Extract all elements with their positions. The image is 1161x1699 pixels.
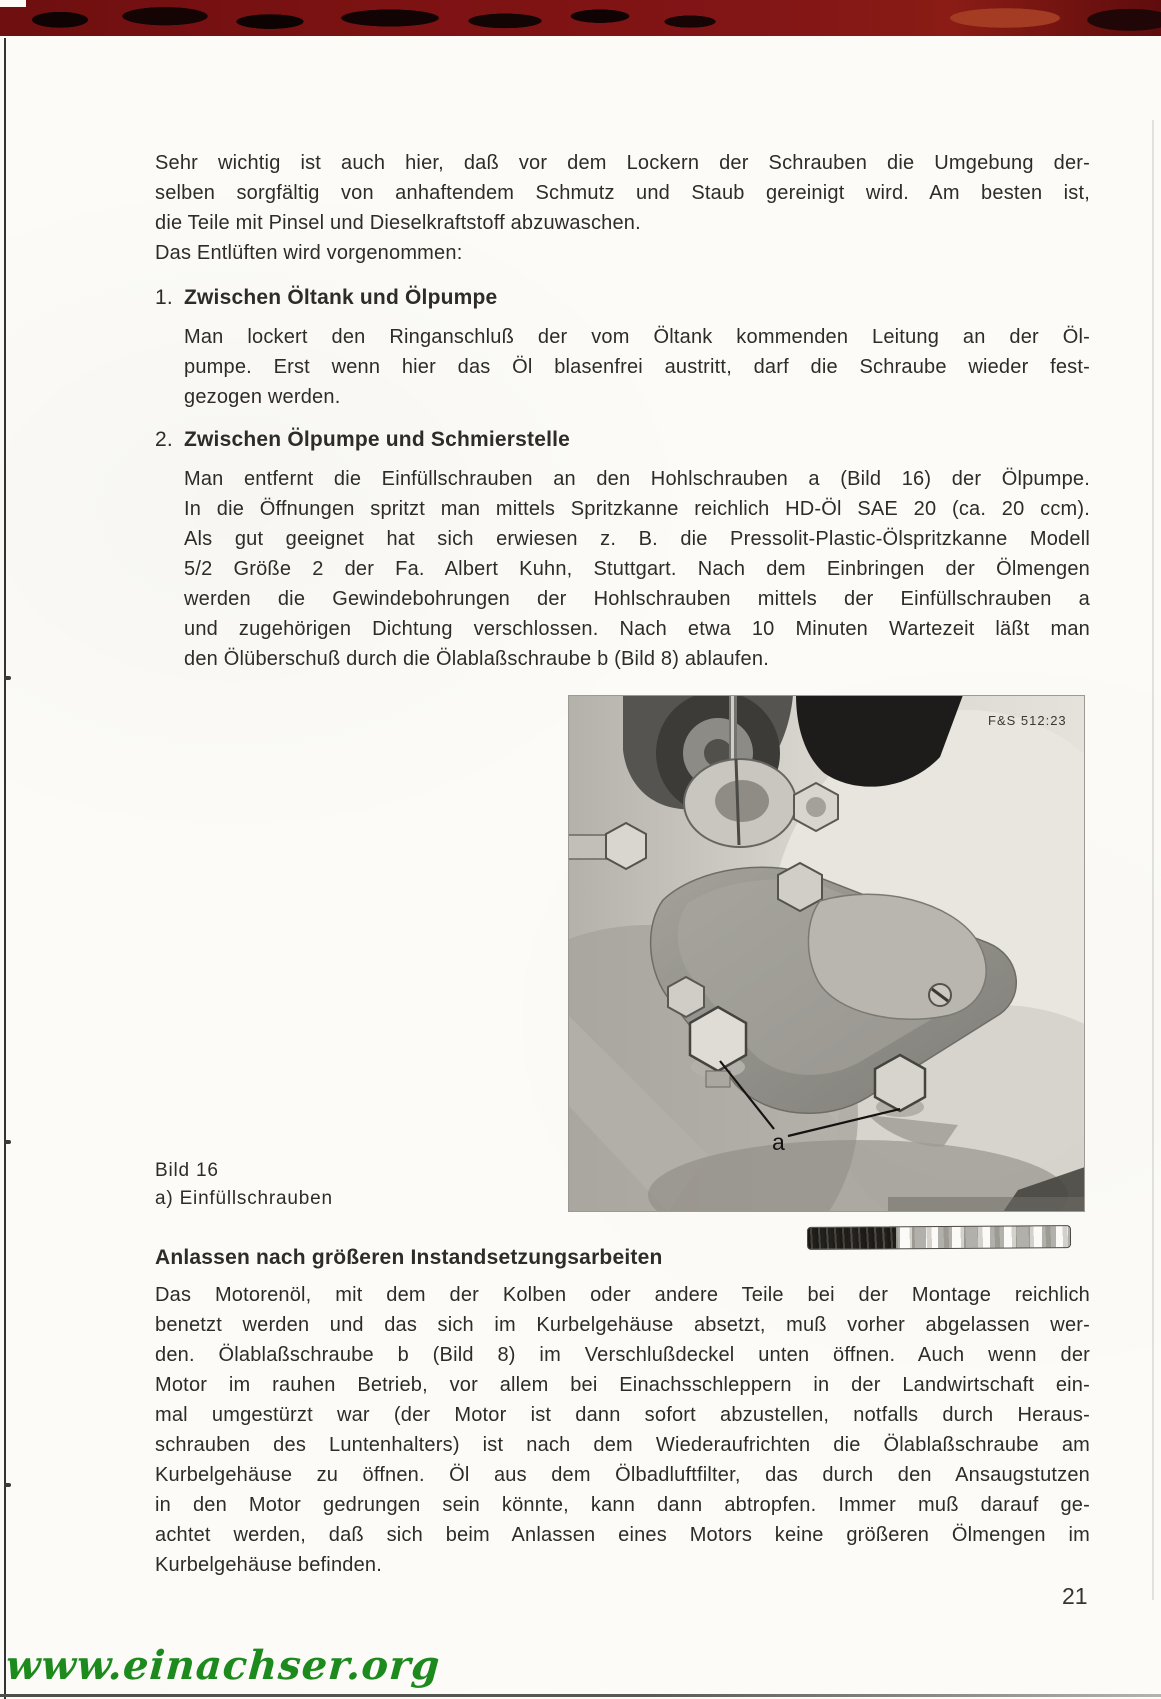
text-line: Das Entlüften wird vorgenommen: bbox=[155, 242, 463, 264]
text-line: gezogen werden. bbox=[184, 386, 341, 408]
scan-edge-top-notch bbox=[0, 0, 26, 7]
figure-photo-oil-pump bbox=[568, 695, 1085, 1212]
redacted-stamp-scribble bbox=[807, 1225, 1071, 1250]
scan-edge-bottom-line bbox=[0, 1694, 1161, 1697]
photo-id-label: F&S 512:23 bbox=[988, 713, 1067, 728]
oil-pump-photo-illustration bbox=[568, 695, 1085, 1212]
section2-title: Zwischen Ölpumpe und Schmierstelle bbox=[184, 428, 571, 451]
section1-paragraph bbox=[184, 322, 1090, 412]
scan-edge-left-line bbox=[4, 38, 6, 1699]
section1-title: Zwischen Öltank und Ölpumpe bbox=[184, 286, 498, 309]
text-line: schrauben des Luntenhalters) ist nach dem Wiederaufrichten die Ölablaßschraube am bbox=[155, 1434, 1090, 1456]
website-watermark: www.einachser.org bbox=[4, 1642, 442, 1689]
text-line: Das Motorenöl, mit dem der Kolben oder andere Teile bei der Montage reichlich bbox=[155, 1284, 1090, 1306]
section1-heading bbox=[155, 286, 497, 310]
scan-speck bbox=[4, 1140, 11, 1144]
text-line: Man entfernt die Einfüllschrauben an den Hohlschrauben a (Bild 16) der Ölpumpe. bbox=[184, 468, 1090, 490]
figure-caption-number: Bild 16 bbox=[155, 1160, 219, 1181]
section3-paragraph bbox=[155, 1280, 1090, 1580]
section1-number: 1. bbox=[155, 286, 173, 309]
text-line: pumpe. Erst wenn hier das Öl blasenfrei austritt, darf die Schraube wieder fest- bbox=[184, 356, 1090, 378]
text-line: in den Motor gedrungen sein könnte, kann dann abtropfen. Immer muß darauf ge- bbox=[155, 1494, 1090, 1516]
intro-paragraph bbox=[155, 148, 1090, 268]
text-line: den. Ölablaßschraube b (Bild 8) im Verschlußdeckel unten öffnen. Auch wenn der bbox=[155, 1344, 1090, 1366]
text-line: achtet werden, daß sich beim Anlassen eines Motors keine größeren Ölmengen im bbox=[155, 1524, 1090, 1546]
section2-number: 2. bbox=[155, 428, 173, 451]
text-line: und zugehörigen Dichtung verschlossen. Nach etwa 10 Minuten Wartezeit läßt man bbox=[184, 618, 1090, 640]
scan-speck bbox=[4, 676, 11, 680]
text-line: Man lockert den Ringanschluß der vom Öltank kommenden Leitung an der Öl- bbox=[184, 326, 1090, 348]
text-line: werden die Gewindebohrungen der Hohlschrauben mittels der Einfüllschrauben a bbox=[184, 588, 1090, 610]
text-line: den Ölüberschuß durch die Ölablaßschraube b (Bild 8) ablaufen. bbox=[184, 648, 769, 670]
scan-edge-right-line bbox=[1152, 120, 1154, 1600]
section3-heading: Anlassen nach größeren Instandsetzungsarbeiten bbox=[155, 1246, 663, 1269]
text-line: benetzt werden und das sich im Kurbelgehäuse absetzt, muß vorher abgelassen wer- bbox=[155, 1314, 1090, 1336]
page-number: 21 bbox=[1062, 1583, 1088, 1609]
text-line: Als gut geeignet hat sich erwiesen z. B. die Pressolit-Plastic-Ölspritzkanne Modell bbox=[184, 528, 1090, 550]
text-line: Kurbelgehäuse zu öffnen. Öl aus dem Ölbadluftfilter, das durch den Ansaugstutzen bbox=[155, 1464, 1090, 1486]
text-line: selben sorgfältig von anhaftendem Schmutz und Staub gereinigt wird. Am besten ist, bbox=[155, 182, 1090, 204]
figure-annotation-a: a bbox=[772, 1129, 785, 1155]
figure-caption-item-a: a) Einfüllschrauben bbox=[155, 1188, 333, 1209]
text-line: die Teile mit Pinsel und Dieselkraftstoff abzuwaschen. bbox=[155, 212, 641, 234]
section2-heading bbox=[155, 428, 570, 452]
text-line: Kurbelgehäuse befinden. bbox=[155, 1554, 383, 1576]
text-line: In die Öffnungen spritzt man mittels Spritzkanne reichlich HD-Öl SAE 20 (ca. 20 ccm). bbox=[184, 498, 1090, 520]
text-line: Motor im rauhen Betrieb, vor allem bei Einachsschleppern in der Landwirtschaft ein- bbox=[155, 1374, 1090, 1396]
text-line: 5/2 Größe 2 der Fa. Albert Kuhn, Stuttgart. Nach dem Einbringen der Ölmengen bbox=[184, 558, 1090, 580]
scan-edge-top-bar bbox=[0, 0, 1161, 36]
section2-paragraph bbox=[184, 464, 1090, 674]
scan-speck bbox=[4, 1483, 11, 1487]
text-line: Sehr wichtig ist auch hier, daß vor dem Lockern der Schrauben die Umgebung der- bbox=[155, 152, 1090, 174]
text-line: mal umgestürzt war (der Motor ist dann sofort abzustellen, notfalls durch Heraus- bbox=[155, 1404, 1090, 1426]
